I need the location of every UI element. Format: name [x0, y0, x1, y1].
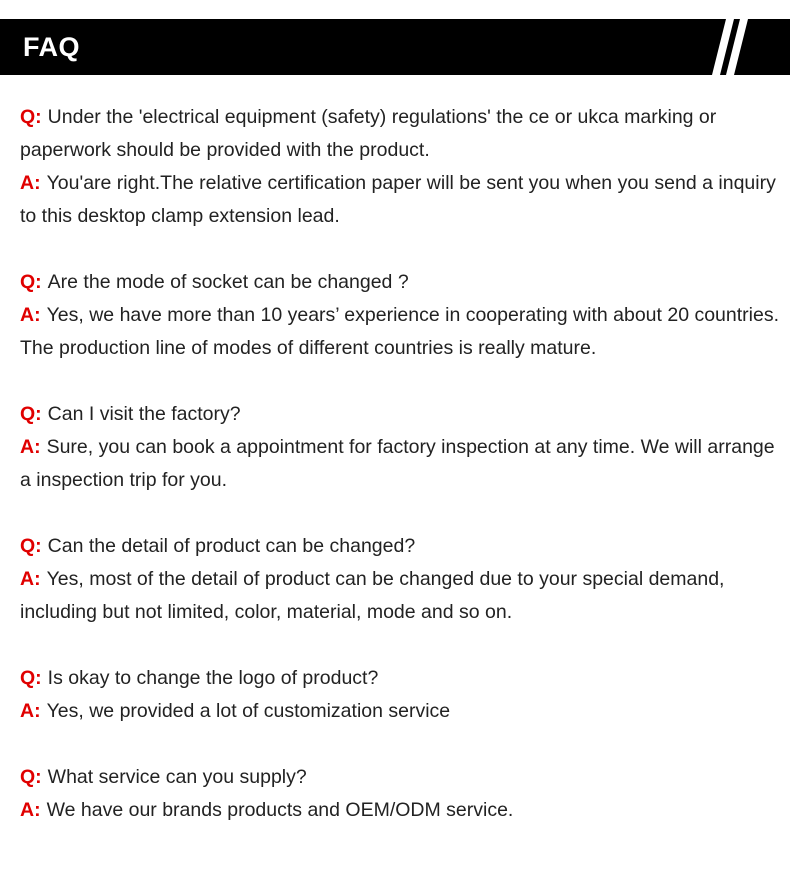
faq-item [20, 398, 780, 497]
answer-text: Yes, we provided a lot of customization service [46, 700, 451, 722]
answer-prefix: A: [20, 568, 41, 590]
question-text: Is okay to change the logo of product? [47, 667, 379, 689]
faq-answer [20, 695, 780, 728]
page-title: FAQ [23, 32, 81, 62]
faq-question [20, 662, 780, 695]
answer-prefix: A: [20, 799, 41, 821]
question-prefix: Q: [20, 106, 42, 128]
faq-answer [20, 563, 780, 629]
faq-item [20, 530, 780, 629]
faq-question [20, 761, 780, 794]
question-prefix: Q: [20, 766, 42, 788]
answer-text: Yes, most of the detail of product can be changed due to your special demand, including but not limited, color, material, mode and so on. [20, 568, 725, 623]
faq-item [20, 266, 780, 365]
answer-text: You'are right.The relative certification paper will be sent you when you send a inquiry to this desktop clamp extension lead. [20, 172, 776, 227]
question-text: Are the mode of socket can be changed ? [47, 271, 409, 293]
faq-question [20, 101, 780, 167]
answer-prefix: A: [20, 700, 41, 722]
faq-item [20, 761, 780, 827]
faq-answer [20, 794, 780, 827]
faq-question [20, 266, 780, 299]
faq-list [20, 101, 780, 860]
answer-text: Yes, we have more than 10 years’ experience in cooperating with about 20 countries. The production line of modes of different countries is really mature. [20, 304, 779, 359]
question-prefix: Q: [20, 667, 42, 689]
answer-prefix: A: [20, 436, 41, 458]
question-prefix: Q: [20, 403, 42, 425]
faq-item [20, 662, 780, 728]
question-text: Under the 'electrical equipment (safety) regulations' the ce or ukca marking or paperwork should be provided with the product. [20, 106, 717, 161]
answer-text: Sure, you can book a appointment for factory inspection at any time. We will arrange a inspection trip for you. [20, 436, 775, 491]
answer-text: We have our brands products and OEM/ODM service. [46, 799, 514, 821]
faq-answer [20, 299, 780, 365]
faq-header-bar [0, 19, 790, 75]
faq-answer [20, 167, 780, 233]
question-text: What service can you supply? [47, 766, 307, 788]
faq-question [20, 530, 780, 563]
faq-item [20, 101, 780, 233]
question-prefix: Q: [20, 271, 42, 293]
question-text: Can I visit the factory? [47, 403, 241, 425]
answer-prefix: A: [20, 304, 41, 326]
faq-answer [20, 431, 780, 497]
faq-question [20, 398, 780, 431]
question-text: Can the detail of product can be changed? [47, 535, 416, 557]
double-slash-decoration-icon [710, 19, 750, 75]
answer-prefix: A: [20, 172, 41, 194]
question-prefix: Q: [20, 535, 42, 557]
